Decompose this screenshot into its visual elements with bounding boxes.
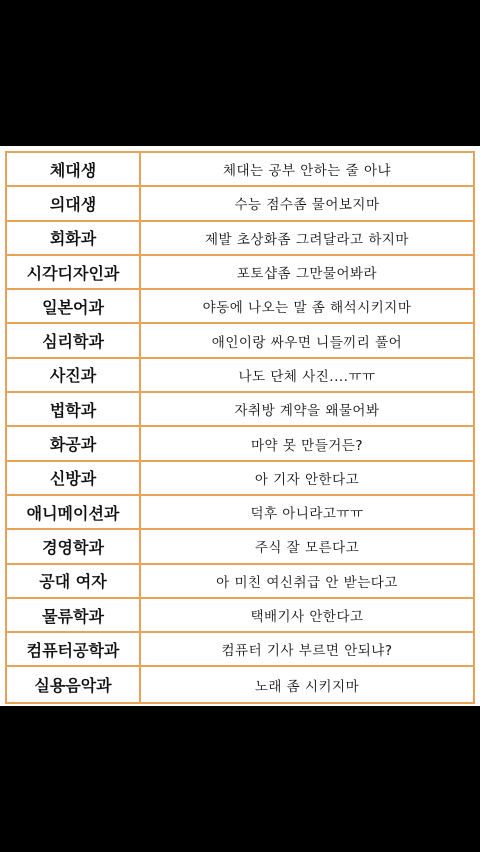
department-cell: 체대생 bbox=[7, 153, 141, 185]
remark-cell: 나도 단체 사진....ㅠㅠ bbox=[238, 368, 376, 385]
department-cell: 시각디자인과 bbox=[7, 256, 141, 288]
image-sheet bbox=[0, 146, 480, 706]
department-table bbox=[5, 151, 475, 704]
table-row bbox=[7, 256, 473, 290]
table-row bbox=[7, 496, 473, 530]
remark-cell: 아 미친 여신취급 안 받는다고 bbox=[216, 574, 398, 591]
department-cell: 공대 여자 bbox=[7, 565, 141, 597]
remark-cell: 아 기자 안한다고 bbox=[254, 471, 360, 488]
table-row bbox=[7, 633, 473, 667]
department-cell: 신방과 bbox=[7, 462, 141, 494]
department-cell: 컴퓨터공학과 bbox=[7, 633, 141, 665]
department-cell: 일본어과 bbox=[7, 290, 141, 322]
department-cell: 의대생 bbox=[7, 187, 141, 219]
department-cell: 회화과 bbox=[7, 222, 141, 254]
table-row bbox=[7, 667, 473, 701]
remark-cell: 자취방 계약을 왜물어봐 bbox=[234, 403, 380, 420]
remark-cell: 야동에 나오는 말 좀 해석시키지마 bbox=[202, 300, 412, 317]
table-row bbox=[7, 599, 473, 633]
table-row bbox=[7, 359, 473, 393]
remark-cell: 덕후 아니라고ㅠㅠ bbox=[250, 506, 364, 523]
remark-cell: 주식 잘 모른다고 bbox=[254, 540, 360, 557]
department-cell: 경영학과 bbox=[7, 530, 141, 562]
table-row bbox=[7, 324, 473, 358]
table-row bbox=[7, 393, 473, 427]
table-row bbox=[7, 187, 473, 221]
remark-cell: 노래 좀 시키지마 bbox=[254, 678, 360, 695]
remark-cell: 컴퓨터 기사 부르면 안되냐? bbox=[221, 643, 393, 660]
table-row bbox=[7, 222, 473, 256]
department-cell: 법학과 bbox=[7, 393, 141, 425]
remark-cell: 제발 초상화좀 그려달라고 하지마 bbox=[205, 231, 409, 248]
table-row bbox=[7, 530, 473, 564]
table-row bbox=[7, 290, 473, 324]
remark-cell: 택배기사 안한다고 bbox=[250, 609, 364, 625]
table-row bbox=[7, 427, 473, 461]
table-row bbox=[7, 565, 473, 599]
department-cell: 물류학과 bbox=[7, 599, 141, 631]
remark-cell: 체대는 공부 안하는 줄 아냐 bbox=[222, 163, 392, 180]
table-row bbox=[7, 462, 473, 496]
remark-cell: 포토샵좀 그만물어봐라 bbox=[236, 266, 378, 283]
remark-cell: 마약 못 만들거든? bbox=[250, 437, 364, 454]
table-row bbox=[7, 153, 473, 187]
department-cell: 실용음악과 bbox=[7, 667, 141, 701]
remark-cell: 수능 점수좀 물어보지마 bbox=[234, 197, 380, 214]
department-cell: 화공과 bbox=[7, 427, 141, 459]
department-cell: 심리학과 bbox=[7, 324, 141, 356]
department-cell: 애니메이션과 bbox=[7, 496, 141, 528]
department-cell: 사진과 bbox=[7, 359, 141, 391]
remark-cell: 애인이랑 싸우면 니들끼리 풀어 bbox=[211, 334, 403, 351]
